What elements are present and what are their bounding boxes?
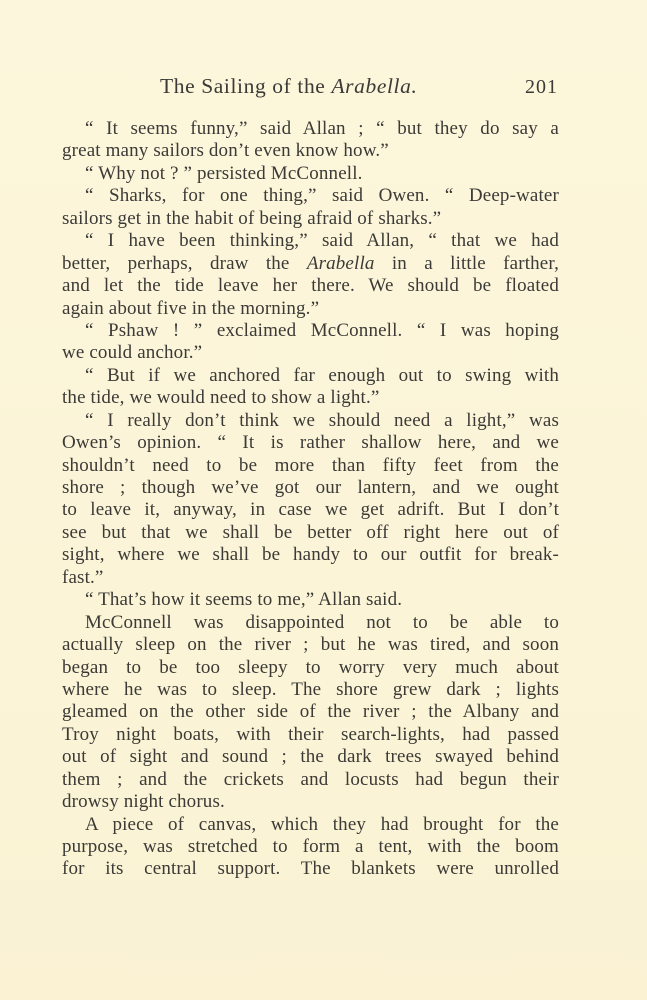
text-line: sight, where we shall be handy to our outfit for break- xyxy=(62,544,559,566)
text-line: out of sight and sound ; the dark trees swayed behind xyxy=(62,746,559,768)
running-title-italic: Arabella. xyxy=(331,74,418,98)
text-line: the tide, we would need to show a light.” xyxy=(62,387,380,409)
text-line: “ Pshaw ! ” exclaimed McConnell. “ I was hoping xyxy=(85,319,559,341)
running-title-text: The Sailing of the xyxy=(160,74,326,98)
text-line: actually sleep on the river ; but he was tired, and soon xyxy=(62,634,559,656)
text-line: sailors get in the habit of being afraid of sharks.” xyxy=(62,207,442,229)
text-line: “ Why not ? ” persisted McConnell. xyxy=(85,162,363,184)
text-line: them ; and the crickets and locusts had begun their xyxy=(62,768,559,790)
text-line: “ But if we anchored far enough out to swing with xyxy=(85,364,559,386)
text-line: “ That’s how it seems to me,” Allan said. xyxy=(85,589,403,611)
ship-name: Arabella xyxy=(306,252,375,274)
text-line: McConnell was disappointed not to be able to xyxy=(85,611,559,633)
running-head xyxy=(88,74,560,104)
text-line: fast.” xyxy=(62,566,104,588)
text-line: and let the tide leave her there. We should be floated xyxy=(62,275,559,297)
text-line: Owen’s opinion. “ It is rather shallow here, and we xyxy=(62,432,559,454)
text-line: shouldn’t need to be more than fifty feet from the xyxy=(62,454,559,476)
text-line: “ It seems funny,” said Allan ; “ but they do say a xyxy=(85,118,559,139)
text-line: we could anchor.” xyxy=(62,342,203,364)
text-line: “ I have been thinking,” said Allan, “ that we had xyxy=(85,230,559,252)
running-title xyxy=(160,74,417,99)
text-line: Troy night boats, with their search-lights, had passed xyxy=(62,723,559,745)
text-line: “ I really don’t think we should need a light,” was xyxy=(85,409,559,431)
text-line: better, perhaps, draw the Arabella in a little farther, xyxy=(62,252,559,274)
text-line: to leave it, anyway, in case we get adrift. But I don’t xyxy=(62,499,559,521)
body-text xyxy=(62,118,559,881)
text-line: great many sailors don’t even know how.” xyxy=(62,140,389,162)
text-line: for its central support. The blankets were unrolled xyxy=(62,858,559,880)
text-line: where he was to sleep. The shore grew dark ; lights xyxy=(62,678,559,700)
text-line: began to be too sleepy to worry very much about xyxy=(62,656,559,678)
text-line: purpose, was stretched to form a tent, with the boom xyxy=(62,836,559,857)
text-line: see but that we shall be better off right here out of xyxy=(62,521,559,543)
text-line: gleamed on the other side of the river ; the Albany and xyxy=(62,701,559,723)
text-line: shore ; though we’ve got our lantern, and we ought xyxy=(62,477,559,498)
text-line: “ Sharks, for one thing,” said Owen. “ Deep-water xyxy=(85,185,559,207)
text-line: A piece of canvas, which they had brought for the xyxy=(85,813,559,835)
text-line: again about five in the morning.” xyxy=(62,297,320,319)
text-line: drowsy night chorus. xyxy=(62,791,225,813)
page-number: 201 xyxy=(525,76,558,98)
